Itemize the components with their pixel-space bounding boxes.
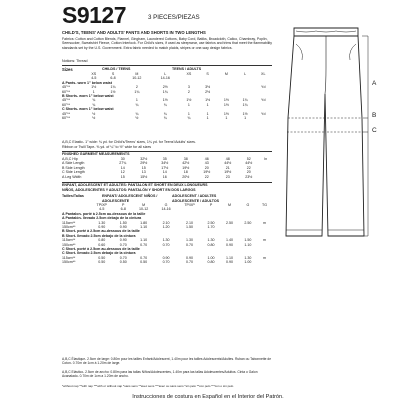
size-cell: 4-5 [99,207,105,212]
value-cell: 2.50 [225,220,233,225]
value-cell: 1½ [110,89,116,94]
value-cell: 1.80 [140,220,148,225]
value-cell: 1.30 [98,220,106,225]
row-label: 60"** [62,102,71,107]
value-cell: 20 [246,170,251,175]
row-label: A Pants- worn 1" below waist [62,80,112,85]
notes-spanish: A,B,C Elástico- 2.5cm de ancho: 0.80m para las tallas Niños/Adolescentes, 1.40m para las tallas Adolescentes/Adultos. Cinta o Galon Acanalado- 0.70m de 1cm a 1.20m de ancho. [62,370,258,379]
value-cell: 2.10 [162,220,170,225]
size-cell: P [209,203,213,207]
value-cell: 0.90 [98,225,106,230]
ribbon-note: Ribbon or Twill Tape- ⅝ yd. of ¼" to ½" wide for all sizes [62,145,152,149]
value-cell: 15 [141,165,146,170]
value-cell: 1.30 [186,238,194,243]
value-cell: 0.70 [162,260,170,265]
value-cell: ¾ [163,116,167,121]
footer-text: Instrucciones de costura en Español en el Interior del Patrón. [132,394,284,400]
row-label: 115cm** [62,220,76,225]
value-cell: 0.90 [225,242,233,247]
row-label: A,B,C Hip [62,157,78,161]
size-cell: G [246,203,250,207]
value-cell [255,116,272,120]
value-cell: 2½ [205,89,211,94]
value-cell: 1½ [91,85,97,90]
row-label: C Short- llevado 2.5cm debajo de la cintura [62,251,136,256]
footnotes: *without nap **with nap ***with or without nap *sans sens **avec sens ***avec ou sans sens *sin pelo **con pelo ***con o sin pelo [62,384,234,388]
value-cell: 1½ [223,102,229,107]
group-adolescent: ADOLESCENT / ADULTES ADOLESCENTE / ADULTOS [172,194,220,203]
value-cell: 0.70 [162,242,170,247]
spanish-yardage-table [62,203,272,265]
value-cell: m [263,255,267,260]
value-cell: 1.40 [225,238,233,243]
value-cell: 43 [204,161,209,166]
value-cell: ¾ [135,102,139,107]
value-cell: 0.60 [98,242,106,247]
value-cell: 1¾ [242,98,248,103]
value-cell: 0.90 [119,225,127,230]
value-cell: 2.10 [186,220,194,225]
value-cell: 19½ [182,165,190,170]
value-cell: ¾ [92,102,96,107]
value-cell: 2.50 [207,220,215,225]
footer-banner [0,394,416,400]
yardage-table [62,72,272,120]
row-label: 60"** [62,116,71,121]
group-childs-teens: CHILDS / TEENS [102,67,131,71]
value-cell: 22 [246,165,251,170]
value-cell: 1 [225,116,228,121]
group-enfant: ENFANT/ ADOLESCENT NIÑOS / ADOLESCENTE [102,194,158,203]
value-cell: 0.50 [119,260,127,265]
value-cell: 1 [187,102,190,107]
pattern-code: S9127 [62,2,127,28]
value-cell: 30 [120,157,125,161]
value-cell: 0.70 [186,242,194,247]
size-cell: TG [262,203,268,207]
view-label-a: A [372,80,377,87]
value-cell: 21 [225,165,230,170]
value-cell: 1 [92,89,95,94]
row-label: A Leg Width [62,174,82,179]
value-cell: 22 [204,174,209,179]
value-cell [257,260,272,264]
row-label: B Short- llevado 2.5cm debajo de la cintura [62,233,136,238]
size-cell: TP/XP [184,203,195,207]
size-cell: 10-12 [132,76,142,81]
value-cell: 14 [120,165,125,170]
value-cell: 1.30 [244,255,252,260]
value-cell: 1.50 [119,220,127,225]
value-cell: 2½ [162,85,168,90]
view-label-b: B [372,112,377,119]
value-cell: 0.80 [207,242,215,247]
value-cell: ½ [92,111,96,116]
value-cell: 1½ [186,98,192,103]
value-cell: 2 [187,89,190,94]
size-cell: 6-8 [110,76,116,81]
value-cell: 0.90 [225,260,233,265]
value-cell: 2.50 [244,220,252,225]
value-cell: ¾ [187,116,191,121]
value-cell: 20½ [182,174,190,179]
sizes-label: Sizes [62,67,73,72]
value-cell: 46 [204,157,209,161]
value-cell: 1½ [223,111,229,116]
value-cell: 1.70 [207,225,215,230]
size-cell: TP/XP [96,203,107,207]
value-cell: 1.30 [207,238,215,243]
value-cell: 3½ [205,85,211,90]
value-cell: 13 [141,170,146,175]
row-label: 45"** [62,111,71,116]
size-cell: 14-16 [161,207,171,212]
value-cell: 42½ [182,161,190,166]
size-cell: M [224,72,228,76]
spanish-title: NIÑOS, ADOLESCENTES Y ADULTOS: PANTALÓN Y SHORT EN DOS LARGOS [62,188,196,192]
value-cell [259,175,272,179]
value-cell: 1 [206,116,209,121]
value-cell: 1¾ [162,89,168,94]
value-cell: Yd [261,98,266,103]
row-label: 150cm** [62,242,76,247]
value-cell: 20 [204,165,209,170]
value-cell: 0.50 [98,260,106,265]
value-cell: In [264,157,268,161]
value-cell: 12 [120,170,125,175]
value-cell: 35 [162,157,167,161]
value-cell: 14 [162,170,167,175]
value-cell: 1½ [242,111,248,116]
row-label: A Pantalon- porté à 2.5cm au-dessous de la taille [62,211,146,216]
value-cell: 1½ [223,98,229,103]
value-cell: 1.50 [244,238,252,243]
row-label: 150cm** [62,225,76,230]
value-cell: 1 [206,111,209,116]
row-label: 45"** [62,98,71,103]
french-title: ENFANT, ADOLESCENT ET ADULTES: PANTALON ET SHORT EN DEUX LONGUEURS [62,183,208,187]
row-label: C Short- porté à 2.5cm au-dessous de la taille [62,247,140,252]
notes-french: A,B,C Élastique- 2.5cm de large: 0.80m pour les tailles Enfant/Adolescent, 1.40m pour les tailles Adolescents/Adultes. Ruban ou Tabonnette de Coton- 0.70m de 1cm à 1.20m de large. [62,357,272,366]
value-cell: 1 [244,116,247,121]
value-cell: 2 [135,85,138,90]
value-cell: 1.50 [186,225,194,230]
value-cell: 27¾ [119,161,127,166]
value-cell: 1.10 [225,255,233,260]
value-cell: 3 [187,85,190,90]
value-cell: 1.00 [244,260,252,265]
size-cell: 4-5 [91,76,97,81]
value-cell: 0.90 [119,238,127,243]
value-cell: 0.70 [119,242,127,247]
value-cell: 1¾ [110,85,116,90]
value-cell: 0.70 [140,242,148,247]
size-cell: L [244,72,247,76]
value-cell: ¾ [163,102,167,107]
row-label: B Short- porté à 2.5cm au-dessous de la taille [62,229,140,234]
row-label: B Side Length [62,165,85,170]
size-cell: S [111,72,115,76]
table-row [62,116,272,120]
value-cell: 1.20 [162,225,170,230]
value-cell: 17½ [161,165,169,170]
value-cell: 23 [225,174,230,179]
value-cell: 0.80 [98,238,106,243]
value-cell: 1.00 [207,255,215,260]
row-label: 60"** [62,89,71,94]
pants-technical-drawing [282,20,370,246]
value-cell: 23½ [245,174,253,179]
size-cell: L [164,72,167,76]
value-cell: ¾ [163,111,167,116]
value-cell: 38 [183,157,188,161]
size-cell: M [135,72,139,76]
view-label-c: C [372,127,377,134]
value-cell: 15 [120,174,125,179]
row-label: 150cm** [62,260,76,265]
value-cell: 1 [187,111,190,116]
notions-text: Notions: Thread [62,59,88,63]
value-cell: 1½ [205,98,211,103]
value-cell: 1.10 [140,238,148,243]
value-cell: 18 [183,170,188,175]
row-label: 115cm** [62,238,76,243]
value-cell: Yd [261,85,266,90]
value-cell: m [263,220,267,225]
value-cell: 44½ [224,161,232,166]
size-cell: P [122,203,125,207]
size-cell: 10-12 [139,207,149,212]
value-cell: 0.80 [207,260,215,265]
size-cell: M [227,203,231,207]
value-cell [103,116,122,120]
pattern-title: CHILD'S, TEENS' AND ADULTS' PANTS AND SHORTS IN TWO LENGTHS [62,30,206,35]
value-cell: ¾ [92,98,96,103]
row-label: 45"** [62,85,71,90]
size-cell: XL [261,72,266,76]
row-label: C Side Length [62,170,85,175]
value-cell: ¾ [135,111,139,116]
group-teens-adults: TEENS / ADULTS [172,67,202,71]
value-cell: 34½ [161,161,169,166]
size-cell: S [206,72,209,76]
fabrics-text: Fabrics: Cotton and Cotton Blends, Flannel, Gingham, Laundered Cottons, Baby Cord, Batiks, Broadcloth, Calico, Chambray, Poplin, Seersucker, Sweatshirt Fleece, Cotton Interlock. For Child's sizes, if used as sleepwear, use fabrics and trims that meet the flammability standards set by the U.S. Government. Extra fabric needed to match plaids, stripes or one-way design fabrics. [62,37,272,50]
value-cell: ½ [92,116,96,121]
value-cell: 29½ [140,161,148,166]
value-cell: 0.90 [186,255,194,260]
finished-table [62,157,272,179]
row-label: A Pantalón- llevado 2.5cm debajo de la cintura [62,216,142,221]
value-cell: m [263,238,267,243]
value-cell: 19½ [203,170,211,175]
row-label: 115cm** [62,255,76,260]
value-cell: 1½ [162,98,168,103]
table-row [62,175,272,179]
size-cell: G [164,203,168,207]
value-cell: 0.70 [186,260,194,265]
pieces-count: 3 PIECES/PIEZAS [148,14,200,21]
value-cell: 1 [135,98,138,103]
size-cell: XS [186,72,192,76]
value-cell: 15½ [140,174,148,179]
row-label: A Side Length [62,161,85,166]
finished-title: FINISHED GARMENT MEASUREMENTS [62,152,130,156]
value-cell: 19½ [224,170,232,175]
value-cell: 48 [225,157,230,161]
value-cell: 1 [206,102,209,107]
value-cell: 1.10 [140,225,148,230]
size-cell: 14-16 [160,76,170,81]
value-cell: 1.30 [162,238,170,243]
value-cell: 52 [246,157,251,161]
value-cell: ½ [135,116,139,121]
value-cell: 1¾ [134,89,140,94]
value-cell: 16 [162,174,167,179]
value-cell: 44½ [245,161,253,166]
size-cell: M [142,203,146,207]
size-cell: XS [91,72,97,76]
tallas-label: Tailles/Tallas [62,194,84,198]
value-cell: Yd [261,111,266,116]
value-cell: 0.50 [98,255,106,260]
value-cell: 0.50 [140,260,148,265]
value-cell: 1¾ [242,102,248,107]
row-label: C Shorts- worn 1" below waist [62,107,114,112]
row-label: B Shorts- worn 1" below waist [62,94,114,99]
elastic-note: A,B,C Elastic- 1" wide: ¾ yd. for Child's/Teens' sizes, 1¼ yd. for Teens'/Adults' sizes. [62,140,196,144]
table-row [62,260,272,264]
size-cell: 6-8 [120,207,126,212]
divider [62,65,272,66]
value-cell: 0.70 [119,255,127,260]
value-cell: 1.10 [244,242,252,247]
value-cell: 0.90 [162,255,170,260]
value-cell: 32½ [140,157,148,161]
value-cell: 0.70 [140,255,148,260]
